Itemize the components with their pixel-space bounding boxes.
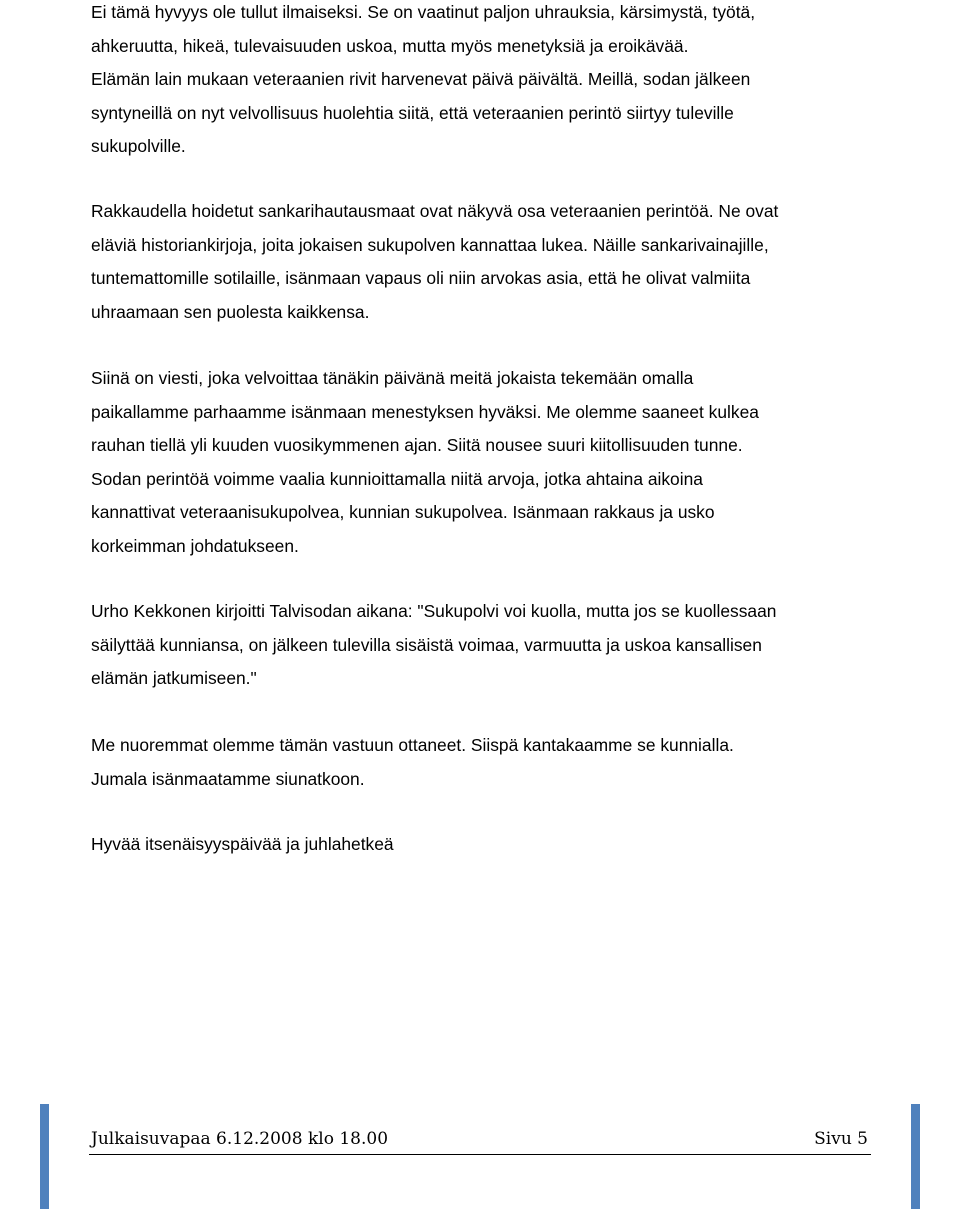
text-line: Jumala isänmaatamme siunatkoon. <box>91 768 365 789</box>
text-line: uhraamaan sen puolesta kaikkensa. <box>91 301 370 322</box>
text-line: Sodan perintöä voimme vaalia kunnioittamalla niitä arvoja, jotka ahtaina aikoina <box>91 468 703 489</box>
paragraph-5 <box>91 729 734 796</box>
page-footer <box>40 1104 920 1209</box>
text-line: eläviä historiankirjoja, joita jokaisen sukupolven kannattaa lukea. Näille sankarivainajille, <box>91 234 769 255</box>
footer-page-number: Sivu 5 <box>814 1129 868 1149</box>
footer-release-date: Julkaisuvapaa 6.12.2008 klo 18.00 <box>91 1129 389 1149</box>
text-line: Hyvää itsenäisyyspäivää ja juhlahetkeä <box>91 834 394 854</box>
paragraph-4-quote <box>91 595 776 696</box>
text-line: Ei tämä hyvyys ole tullut ilmaiseksi. Se on vaatinut paljon uhrauksia, kärsimystä, työtä, <box>91 2 756 22</box>
footer-accent-bar-right <box>911 1104 920 1209</box>
text-line: Elämän lain mukaan veteraanien rivit harvenevat päivä päivältä. Meillä, sodan jälkeen <box>91 69 751 90</box>
paragraph-3 <box>91 362 759 564</box>
text-line: tuntemattomille sotilaille, isänmaan vapaus oli niin arvokas asia, että he olivat valmiita <box>91 268 751 289</box>
closing-greeting <box>91 828 394 862</box>
text-line: Urho Kekkonen kirjoitti Talvisodan aikana: "Sukupolvi voi kuolla, mutta jos se kuollessaan <box>91 601 777 621</box>
text-line: Rakkaudella hoidetut sankarihautausmaat ovat näkyvä osa veteraanien perintöä. Ne ovat <box>91 201 779 221</box>
text-line: syntyneillä on nyt velvollisuus huolehtia siitä, että veteraanien perintö siirtyy tuleville <box>91 102 734 123</box>
text-line: ahkeruutta, hikeä, tulevaisuuden uskoa, mutta myös menetyksiä ja eroikävää. <box>91 35 689 56</box>
text-line: rauhan tiellä yli kuuden vuosikymmenen ajan. Siitä nousee suuri kiitollisuuden tunne. <box>91 435 743 456</box>
text-line: säilyttää kunniansa, on jälkeen tulevilla sisäistä voimaa, varmuutta ja uskoa kansallisen <box>91 634 762 655</box>
text-line: sukupolville. <box>91 136 186 157</box>
paragraph-2 <box>91 195 778 329</box>
text-line: Me nuoremmat olemme tämän vastuun ottaneet. Siispä kantakaamme se kunnialla. <box>91 735 734 755</box>
text-line: Siinä on viesti, joka velvoittaa tänäkin päivänä meitä jokaista tekemään omalla <box>91 368 694 388</box>
footer-accent-bar-left <box>40 1104 49 1209</box>
text-line: elämän jatkumiseen." <box>91 668 257 689</box>
paragraph-1 <box>91 0 755 164</box>
text-line: kannattivat veteraanisukupolvea, kunnian sukupolvea. Isänmaan rakkaus ja usko <box>91 502 715 523</box>
text-line: korkeimman johdatukseen. <box>91 535 299 556</box>
text-line: paikallamme parhaamme isänmaan menestyksen hyväksi. Me olemme saaneet kulkea <box>91 401 759 422</box>
footer-divider <box>89 1154 871 1155</box>
